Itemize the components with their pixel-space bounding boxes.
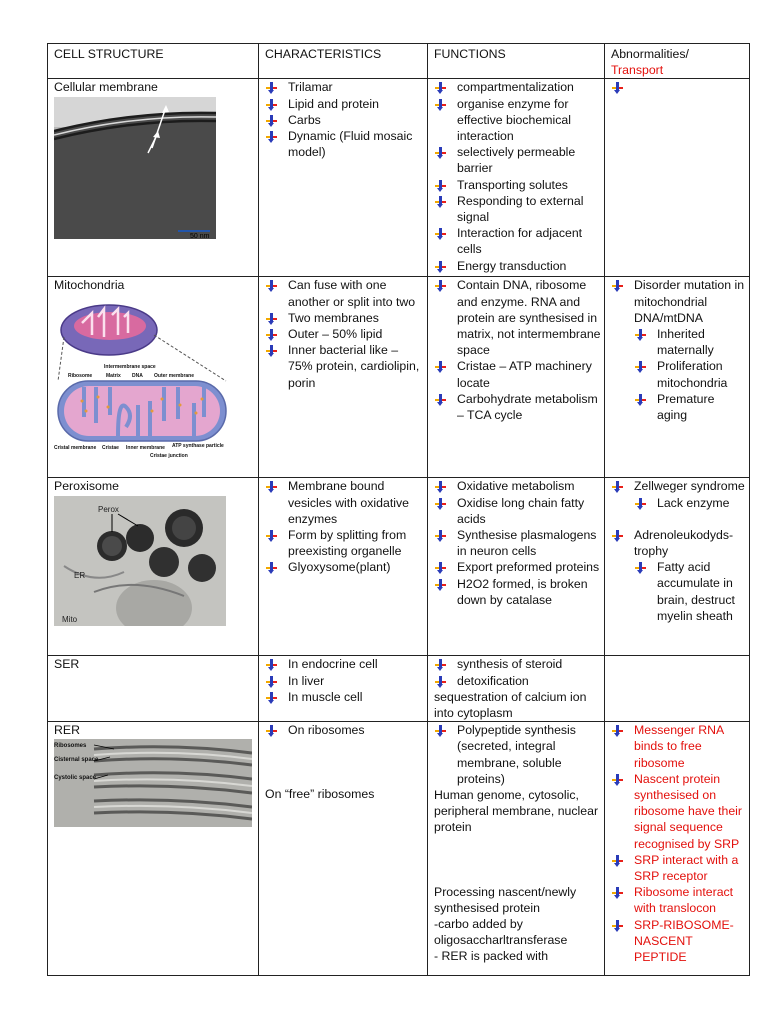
bullet-arrow-icon <box>435 579 446 590</box>
list-item: In endocrine cell <box>265 656 424 672</box>
mito-name: Mitochondria <box>54 278 125 293</box>
membrane-structure-cell <box>48 79 259 277</box>
rer-label-cisternal: Cisternal space <box>54 757 99 764</box>
bullet-arrow-icon <box>266 659 277 670</box>
bullet-arrow-icon <box>435 725 446 736</box>
list-item: Fatty acid accumulate in brain, destruct myelin sheath <box>634 559 746 624</box>
perox-label-perox: Perox <box>98 504 119 514</box>
bullet-arrow-icon <box>435 180 446 191</box>
list-item: Inherited maternally <box>634 326 746 358</box>
bullet-arrow-icon <box>266 82 277 93</box>
row-rer <box>48 722 750 976</box>
row-mitochondria <box>48 277 750 478</box>
membrane-characteristics <box>259 79 428 277</box>
rer-transport <box>605 722 750 976</box>
row-peroxisome <box>48 478 750 656</box>
bullet-arrow-icon <box>266 131 277 142</box>
rer-func-carbo: -carbo added by oligosaccharltransferase <box>434 917 568 948</box>
bullet-arrow-icon <box>435 530 446 541</box>
mitochondria-diagram <box>54 295 232 463</box>
bullet-arrow-icon <box>612 855 623 866</box>
bullet-arrow-icon <box>266 115 277 126</box>
list-item: Membrane bound vesicles with oxidative enzymes <box>265 478 424 527</box>
bullet-arrow-icon <box>435 99 446 110</box>
list-item: Inner bacterial like – 75% protein, cardiolipin, porin <box>265 342 424 391</box>
bullet-arrow-icon <box>435 361 446 372</box>
bullet-arrow-icon <box>266 676 277 687</box>
list-item: H2O2 formed, is broken down by catalase <box>434 576 601 608</box>
list-item: Transporting solutes <box>434 177 601 193</box>
perox-structure-cell <box>48 478 259 656</box>
rer-label-cystolic: Cystolic space <box>54 775 97 782</box>
list-item: Disorder mutation in mitochondrial DNA/mtDNA Inherited maternally Proliferation mitochondria Premature aging <box>611 277 746 423</box>
header-cell-structure: CELL STRUCTURE <box>48 44 259 79</box>
mito-label-atp: ATP synthase particle <box>172 442 224 449</box>
perox-label-er: ER <box>74 570 86 580</box>
list-item: Polypeptide synthesis (secreted, integral membrane, soluble proteins) <box>434 722 601 787</box>
rer-label-ribosomes: Ribosomes <box>54 743 87 750</box>
bullet-arrow-icon <box>435 498 446 509</box>
list-item: organise enzyme for effective biochemical interaction <box>434 96 601 145</box>
list-item: Oxidise long chain fatty acids <box>434 495 601 527</box>
list-item: Nascent protein synthesised on ribosome have their signal sequence recognised by SRP <box>611 771 746 852</box>
list-item: Form by splitting from preexisting organelle <box>265 527 424 559</box>
bullet-arrow-icon <box>435 147 446 158</box>
bullet-arrow-icon <box>635 394 646 405</box>
list-item: Can fuse with one another or split into two <box>265 277 424 309</box>
mito-label-matrix: Matrix <box>106 372 121 379</box>
bullet-arrow-icon <box>612 82 623 93</box>
list-item: Energy transduction <box>434 258 601 274</box>
rer-structure-cell <box>48 722 259 976</box>
header-abnormalities-label: Abnormalities/ <box>611 47 689 61</box>
ser-functions-extra: sequestration of calcium ion into cytoplasm <box>434 689 587 721</box>
bullet-arrow-icon <box>612 920 623 931</box>
rer-micrograph <box>54 739 252 827</box>
mito-functions <box>428 277 605 478</box>
bullet-arrow-icon <box>266 562 277 573</box>
perox-name: Peroxisome <box>54 479 119 494</box>
bullet-arrow-icon <box>435 280 446 291</box>
bullet-arrow-icon <box>266 280 277 291</box>
list-item: Zellweger syndrome Lack enzyme <box>611 478 746 510</box>
mito-label-dna: DNA <box>132 372 143 379</box>
membrane-functions <box>428 79 605 277</box>
list-item: In liver <box>265 673 424 689</box>
mito-abnormalities <box>605 277 750 478</box>
header-row <box>48 44 750 79</box>
header-abnormalities <box>605 44 750 79</box>
list-item: Responding to external signal <box>434 193 601 225</box>
list-item: Glyoxysome(plant) <box>265 559 424 575</box>
list-item: Trilamar <box>265 79 424 95</box>
mito-label-inner: Inner membrane <box>126 444 165 451</box>
header-functions: FUNCTIONS <box>428 44 605 79</box>
mito-label-outer: Outer membrane <box>154 372 195 379</box>
list-item: Carbohydrate metabolism – TCA cycle <box>434 391 601 423</box>
bullet-arrow-icon <box>266 692 277 703</box>
rer-characteristics <box>259 722 428 976</box>
mito-label-junction: Cristae junction <box>150 452 188 459</box>
list-item: Carbs <box>265 112 424 128</box>
bullet-arrow-icon <box>435 261 446 272</box>
bullet-arrow-icon <box>612 530 623 541</box>
ser-name: SER <box>48 656 259 722</box>
list-item: Proliferation mitochondria <box>634 358 746 390</box>
rer-name: RER <box>54 723 80 738</box>
bullet-arrow-icon <box>435 196 446 207</box>
list-item <box>611 79 746 95</box>
bullet-arrow-icon <box>266 329 277 340</box>
bullet-arrow-icon <box>612 774 623 785</box>
bullet-arrow-icon <box>435 394 446 405</box>
bullet-arrow-icon <box>612 725 623 736</box>
mito-label-ribosome: Ribosome <box>68 372 93 379</box>
bullet-arrow-icon <box>435 228 446 239</box>
row-ser <box>48 656 750 722</box>
bullet-arrow-icon <box>266 481 277 492</box>
perox-abnormalities <box>605 478 750 656</box>
list-item: Two membranes <box>265 310 424 326</box>
list-item: Premature aging <box>634 391 746 423</box>
header-transport-label: Transport <box>611 63 664 78</box>
list-item: synthesis of steroid <box>434 656 601 672</box>
bullet-arrow-icon <box>612 481 623 492</box>
perox-functions <box>428 478 605 656</box>
list-item: Contain DNA, ribosome and enzyme. RNA and protein are synthesised in matrix, not intermembrane space <box>434 277 601 358</box>
header-characteristics: CHARACTERISTICS <box>259 44 428 79</box>
rer-func-packed: - RER is packed with <box>434 949 549 964</box>
rer-func-genome: Human genome, cytosolic, peripheral membrane, nuclear protein <box>434 788 599 835</box>
mito-structure-cell <box>48 277 259 478</box>
list-item: Lack enzyme <box>634 495 746 511</box>
bullet-arrow-icon <box>266 530 277 541</box>
mito-label-cristal: Cristal membrane <box>54 444 97 451</box>
bullet-arrow-icon <box>266 345 277 356</box>
list-item: On ribosomes <box>265 722 424 738</box>
mito-label-intermembrane: Intermembrane space <box>104 363 156 370</box>
list-item: Dynamic (Fluid mosaic model) <box>265 128 424 160</box>
ser-abnormalities <box>605 656 750 722</box>
membrane-micrograph <box>54 97 216 239</box>
cell-structure-table <box>47 43 750 976</box>
peroxisome-micrograph <box>54 496 226 626</box>
list-item: compartmentalization <box>434 79 601 95</box>
bullet-arrow-icon <box>266 99 277 110</box>
bullet-arrow-icon <box>635 329 646 340</box>
list-item: Messenger RNA binds to free ribosome <box>611 722 746 771</box>
list-item: Oxidative metabolism <box>434 478 601 494</box>
bullet-arrow-icon <box>435 82 446 93</box>
perox-characteristics <box>259 478 428 656</box>
membrane-abnormalities <box>605 79 750 277</box>
list-item: Synthesise plasmalogens in neuron cells <box>434 527 601 559</box>
ser-characteristics <box>259 656 428 722</box>
bullet-arrow-icon <box>635 562 646 573</box>
list-item: In muscle cell <box>265 689 424 705</box>
list-item: Outer – 50% lipid <box>265 326 424 342</box>
bullet-arrow-icon <box>635 361 646 372</box>
membrane-name: Cellular membrane <box>54 80 158 95</box>
list-item: Cristae – ATP machinery locate <box>434 358 601 390</box>
list-item: detoxification <box>434 673 601 689</box>
bullet-arrow-icon <box>435 659 446 670</box>
list-item: Export preformed proteins <box>434 559 601 575</box>
bullet-arrow-icon <box>635 498 646 509</box>
rer-free-ribosomes: On “free” ribosomes <box>265 787 375 802</box>
bullet-arrow-icon <box>612 887 623 898</box>
perox-label-mito: Mito <box>62 614 78 624</box>
list-item: Adrenoleukodyds-trophy Fatty acid accumulate in brain, destruct myelin sheath <box>611 527 746 624</box>
ser-functions <box>428 656 605 722</box>
bullet-arrow-icon <box>266 313 277 324</box>
list-item: selectively permeable barrier <box>434 144 601 176</box>
list-item: SRP interact with a SRP receptor <box>611 852 746 884</box>
list-item: Lipid and protein <box>265 96 424 112</box>
bullet-arrow-icon <box>435 562 446 573</box>
bullet-arrow-icon <box>612 280 623 291</box>
rer-functions <box>428 722 605 976</box>
list-item: SRP-RIBOSOME-NASCENT PEPTIDE <box>611 917 746 966</box>
list-item: Interaction for adjacent cells <box>434 225 601 257</box>
list-item: Ribosome interact with translocon <box>611 884 746 916</box>
bullet-arrow-icon <box>435 481 446 492</box>
membrane-scale-label: 50 nm <box>190 232 210 239</box>
row-membrane <box>48 79 750 277</box>
bullet-arrow-icon <box>435 676 446 687</box>
mito-characteristics <box>259 277 428 478</box>
rer-func-processing: Processing nascent/newly synthesised protein <box>434 884 577 915</box>
bullet-arrow-icon <box>266 725 277 736</box>
mito-label-cristae: Cristae <box>102 444 119 451</box>
